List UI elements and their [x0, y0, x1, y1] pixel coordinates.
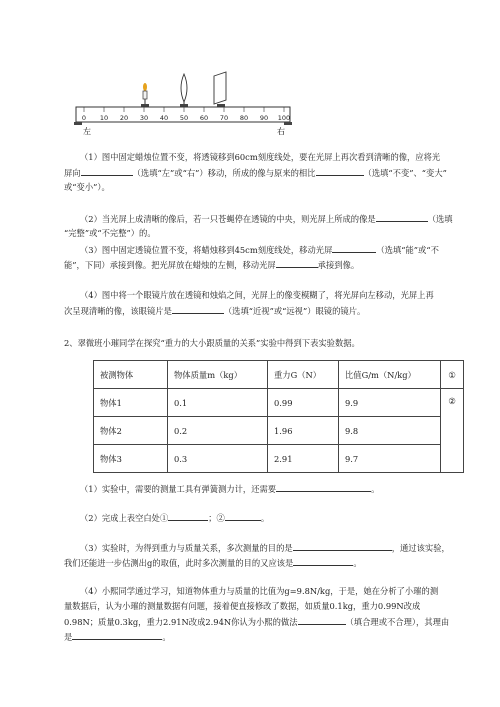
optical-bench-figure [74, 62, 294, 140]
q2-part4-line3: 0.98N；质量0.3kg，重力2.91N改成2.94N你认为小熙的做法 （填合理或不合理），其理由 [64, 617, 450, 627]
table-header-cell: 物体质量m（kg） [168, 361, 268, 389]
mark-2: ② [448, 396, 456, 406]
table-cell: 物体2 [94, 417, 168, 445]
answer-blank[interactable] [168, 511, 208, 521]
table-cell: 物体1 [94, 389, 168, 417]
table-cell: 1.96 [268, 417, 339, 445]
table-cell: 0.1 [168, 389, 268, 417]
tick-label: 100 [277, 114, 291, 122]
q2-part4-line1: （4）小熙同学通过学习，知道物体重力与质量的比值为g=9.8N/kg，于是，她在分析了小璀的测 [80, 586, 439, 596]
table-cell: 2.91 [268, 445, 339, 473]
answer-blank[interactable] [293, 541, 392, 551]
q1-part1-line2: 屏向 （选填“左”或“右”）移动，所成的像与原来的相比 （选填“不变”、“变大” [64, 168, 447, 178]
q2-part4-line4: 是 。 [64, 632, 171, 642]
data-table [93, 360, 464, 473]
answer-blank[interactable] [293, 556, 353, 566]
answer-blank[interactable] [172, 304, 224, 314]
q1-part2-line2: “完整”或“不完整”）的。 [64, 228, 156, 238]
table-cell: 0.2 [168, 417, 268, 445]
tick-label: 20 [119, 114, 129, 122]
table-row [94, 417, 464, 445]
q1-part1-line3: 或“变小”）。 [64, 182, 110, 192]
right-label: 右 [277, 127, 285, 136]
table-header-cell: 被测物体 [94, 361, 168, 389]
answer-blank[interactable] [332, 243, 376, 253]
answer-blank[interactable] [298, 615, 346, 625]
table-header-row [94, 361, 464, 389]
table-cell: 0.3 [168, 445, 268, 473]
blank-column-cell-2[interactable] [441, 389, 464, 473]
q1-part3-line2: 能”，下同）承接到像。把光屏放在蜡烛的左侧，移动光屏 承接到像。 [64, 260, 360, 270]
q1-part4-line1: （4）图中将一个眼镜片放在透镜和烛焰之间，光屏上的像变模糊了，将光屏向左移动，光屏上再 [80, 290, 434, 300]
convex-lens-icon [180, 74, 188, 107]
answer-blank[interactable] [276, 258, 318, 268]
answer-blank[interactable] [81, 166, 133, 176]
tick-label: 0 [81, 114, 87, 122]
q2-part3-line1: （3）实验时，为得到重力与质量关系，多次测量的目的是 ，通过该实验， [80, 543, 450, 553]
answer-blank[interactable] [376, 212, 428, 222]
q2-part3-line2: 我们还能进一步估测出g的取值，此时多次测量的目的又应该是 。 [64, 558, 362, 568]
tick-label: 80 [239, 114, 249, 122]
table-header-cell: 比值G/m（N/kg） [339, 361, 441, 389]
table-cell: 0.99 [268, 389, 339, 417]
tick-label: 70 [219, 114, 229, 122]
table-header-cell: 重力G（N） [268, 361, 339, 389]
tick-label: 60 [199, 114, 209, 122]
blank-column-header-1[interactable]: ① [441, 361, 464, 389]
light-screen-icon [214, 72, 226, 107]
tick-label: 30 [139, 114, 149, 122]
q2-part1: （1）实验中，需要的测量工具有弹簧测力计，还需要 。 [80, 484, 380, 494]
table-cell: 9.7 [339, 445, 441, 473]
tick-label: 50 [179, 114, 189, 122]
table-row [94, 445, 464, 473]
table-cell: 9.9 [339, 389, 441, 417]
answer-blank[interactable] [276, 482, 371, 492]
q1-part4-line2: 次呈现清晰的像，该眼镜片是 （选填“近视”或“远视”）眼镜的镜片。 [64, 306, 366, 316]
q2-part2: （2）完成上表空白处① ；② 。 [80, 513, 270, 523]
answer-blank[interactable] [225, 511, 261, 521]
table-cell: 物体3 [94, 445, 168, 473]
q2-part4-line2: 量数据后，认为小璀的测量数据有问题，接着便直接修改了数据，如质量0.1kg，重力0.99N改成 [64, 601, 421, 611]
q1-part3-line1: （3）图中固定透镜位置不变，将蜡烛移到45cm刻度线处，移动光屏 （选填“能”或“不 [80, 245, 439, 255]
candle-icon [141, 83, 149, 107]
tick-label: 90 [259, 114, 269, 122]
tick-label: 40 [159, 114, 169, 122]
answer-blank[interactable] [72, 630, 162, 640]
answer-blank[interactable] [316, 166, 364, 176]
q1-part1-line1: （1）图中固定蜡烛位置不变，将透镜移到60cm刻度线处，要在光屏上再次看到清晰的像，应将光 [80, 152, 441, 162]
table-row [94, 389, 464, 417]
table-cell: 9.8 [339, 417, 441, 445]
q2-stem: 2、翠微班小璀同学在探究“重力的大小跟质量的关系”实验中得到下表实验数据。 [64, 338, 360, 348]
left-label: 左 [83, 127, 91, 136]
q1-part2-line1: （2）当光屏上成清晰的像后，若一只苍蝇停在透镜的中央，则光屏上所成的像是 （选填 [80, 214, 453, 224]
tick-label: 10 [99, 114, 109, 122]
